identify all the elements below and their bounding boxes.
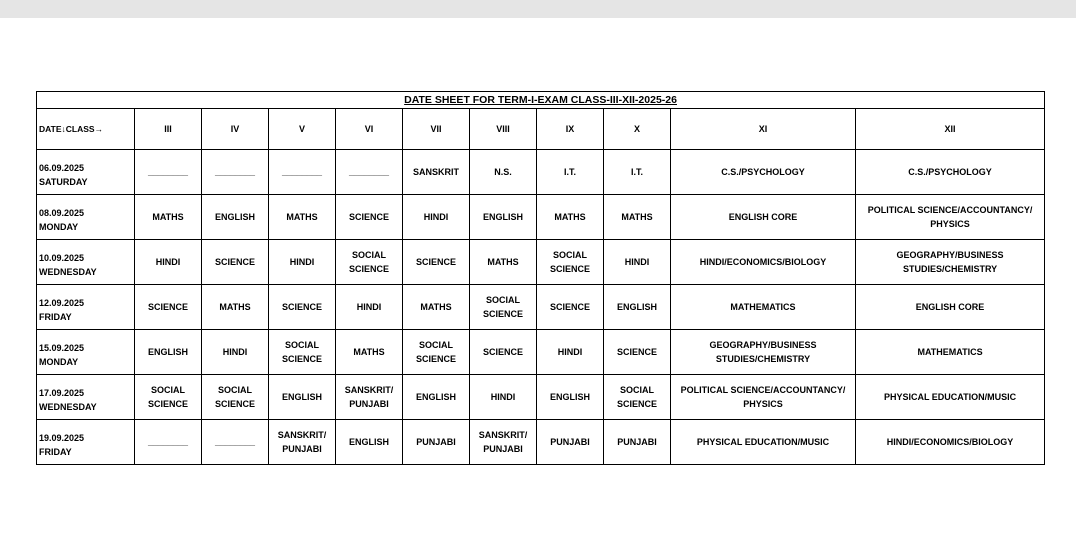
subject-cell: C.S./PSYCHOLOGY xyxy=(856,150,1045,195)
date-cell xyxy=(37,330,135,375)
subject-cell: SOCIAL SCIENCE xyxy=(403,330,470,375)
subject-cell: SCIENCE xyxy=(604,330,671,375)
subject-cell: N.S. xyxy=(470,150,537,195)
date-sheet-table xyxy=(36,91,1045,465)
subject-cell: PUNJABI xyxy=(537,420,604,465)
date-class-header: DATE↓CLASS→ xyxy=(37,109,135,150)
subject-cell: SCIENCE xyxy=(537,285,604,330)
subject-cell: SOCIAL SCIENCE xyxy=(269,330,336,375)
date-cell xyxy=(37,285,135,330)
subject-cell: I.T. xyxy=(604,150,671,195)
exam-date: 15.09.2025 xyxy=(39,343,85,353)
subject-cell: SCIENCE xyxy=(470,330,537,375)
class-header: VII xyxy=(403,109,470,150)
sheet-title: DATE SHEET FOR TERM-I-EXAM CLASS-III-XII-2025-26 xyxy=(37,92,1045,109)
subject-cell: ________ xyxy=(135,150,202,195)
subject-cell: MATHS xyxy=(135,195,202,240)
subject-cell: HINDI xyxy=(537,330,604,375)
class-header: V xyxy=(269,109,336,150)
subject-cell: ENGLISH xyxy=(336,420,403,465)
subject-cell: PHYSICAL EDUCATION/MUSIC xyxy=(671,420,856,465)
exam-day: WEDNESDAY xyxy=(39,402,97,412)
exam-day: SATURDAY xyxy=(39,177,88,187)
subject-cell: HINDI/ECONOMICS/BIOLOGY xyxy=(856,420,1045,465)
subject-cell: SCIENCE xyxy=(336,195,403,240)
exam-date: 19.09.2025 xyxy=(39,433,85,443)
subject-cell: SCIENCE xyxy=(403,240,470,285)
class-header: VIII xyxy=(470,109,537,150)
subject-cell: ________ xyxy=(202,150,269,195)
subject-cell: I.T. xyxy=(537,150,604,195)
subject-cell: MATHEMATICS xyxy=(671,285,856,330)
subject-cell: MATHS xyxy=(336,330,403,375)
exam-day: MONDAY xyxy=(39,357,79,367)
exam-day: WEDNESDAY xyxy=(39,267,97,277)
subject-cell: HINDI xyxy=(403,195,470,240)
subject-cell: ENGLISH CORE xyxy=(856,285,1045,330)
exam-day: FRIDAY xyxy=(39,447,72,457)
subject-cell: MATHS xyxy=(269,195,336,240)
subject-cell: SANSKRIT/ PUNJABI xyxy=(336,375,403,420)
subject-cell: MATHS xyxy=(202,285,269,330)
subject-cell: ENGLISH xyxy=(470,195,537,240)
class-header: XII xyxy=(856,109,1045,150)
subject-cell: GEOGRAPHY/BUSINESS STUDIES/CHEMISTRY xyxy=(856,240,1045,285)
exam-day: MONDAY xyxy=(39,222,79,232)
table-row xyxy=(37,240,1045,285)
exam-date: 08.09.2025 xyxy=(39,208,85,218)
subject-cell: SOCIAL SCIENCE xyxy=(135,375,202,420)
date-cell xyxy=(37,150,135,195)
subject-cell: HINDI/ECONOMICS/BIOLOGY xyxy=(671,240,856,285)
table-row xyxy=(37,150,1045,195)
subject-cell: HINDI xyxy=(269,240,336,285)
subject-cell: MATHS xyxy=(537,195,604,240)
subject-cell: POLITICAL SCIENCE/ACCOUNTANCY/ PHYSICS xyxy=(671,375,856,420)
subject-cell: ENGLISH xyxy=(135,330,202,375)
subject-cell: MATHS xyxy=(403,285,470,330)
subject-cell: MATHEMATICS xyxy=(856,330,1045,375)
subject-cell: ________ xyxy=(135,420,202,465)
subject-cell: SOCIAL SCIENCE xyxy=(202,375,269,420)
subject-cell: ENGLISH xyxy=(604,285,671,330)
subject-cell: GEOGRAPHY/BUSINESS STUDIES/CHEMISTRY xyxy=(671,330,856,375)
subject-cell: ENGLISH CORE xyxy=(671,195,856,240)
top-bar xyxy=(0,0,1076,18)
date-cell xyxy=(37,195,135,240)
subject-cell: MATHS xyxy=(470,240,537,285)
table-row xyxy=(37,285,1045,330)
subject-cell: ________ xyxy=(269,150,336,195)
subject-cell: SOCIAL SCIENCE xyxy=(336,240,403,285)
subject-cell: SANSKRIT/ PUNJABI xyxy=(470,420,537,465)
exam-date: 10.09.2025 xyxy=(39,253,85,263)
exam-day: FRIDAY xyxy=(39,312,72,322)
date-cell xyxy=(37,375,135,420)
table-row xyxy=(37,375,1045,420)
date-cell xyxy=(37,240,135,285)
subject-cell: HINDI xyxy=(202,330,269,375)
subject-cell: SCIENCE xyxy=(202,240,269,285)
subject-cell: ENGLISH xyxy=(537,375,604,420)
subject-cell: ________ xyxy=(336,150,403,195)
subject-cell: SOCIAL SCIENCE xyxy=(604,375,671,420)
subject-cell: HINDI xyxy=(604,240,671,285)
table-row xyxy=(37,330,1045,375)
subject-cell: SOCIAL SCIENCE xyxy=(470,285,537,330)
subject-cell: SCIENCE xyxy=(269,285,336,330)
subject-cell: PUNJABI xyxy=(604,420,671,465)
subject-cell: PUNJABI xyxy=(403,420,470,465)
subject-cell: ENGLISH xyxy=(269,375,336,420)
header-row xyxy=(37,109,1045,150)
subject-cell: SANSKRIT xyxy=(403,150,470,195)
exam-date: 17.09.2025 xyxy=(39,388,85,398)
class-header: III xyxy=(135,109,202,150)
subject-cell: C.S./PSYCHOLOGY xyxy=(671,150,856,195)
subject-cell: HINDI xyxy=(336,285,403,330)
class-header: X xyxy=(604,109,671,150)
subject-cell: SCIENCE xyxy=(135,285,202,330)
subject-cell: HINDI xyxy=(470,375,537,420)
subject-cell: SOCIAL SCIENCE xyxy=(537,240,604,285)
subject-cell: ENGLISH xyxy=(403,375,470,420)
exam-date: 06.09.2025 xyxy=(39,163,85,173)
subject-cell: POLITICAL SCIENCE/ACCOUNTANCY/ PHYSICS xyxy=(856,195,1045,240)
subject-cell: MATHS xyxy=(604,195,671,240)
subject-cell: ________ xyxy=(202,420,269,465)
subject-cell: HINDI xyxy=(135,240,202,285)
exam-date: 12.09.2025 xyxy=(39,298,85,308)
date-cell xyxy=(37,420,135,465)
class-header: IV xyxy=(202,109,269,150)
class-header: VI xyxy=(336,109,403,150)
table-row xyxy=(37,195,1045,240)
subject-cell: ENGLISH xyxy=(202,195,269,240)
class-header: XI xyxy=(671,109,856,150)
table-row xyxy=(37,420,1045,465)
subject-cell: SANSKRIT/ PUNJABI xyxy=(269,420,336,465)
subject-cell: PHYSICAL EDUCATION/MUSIC xyxy=(856,375,1045,420)
class-header: IX xyxy=(537,109,604,150)
